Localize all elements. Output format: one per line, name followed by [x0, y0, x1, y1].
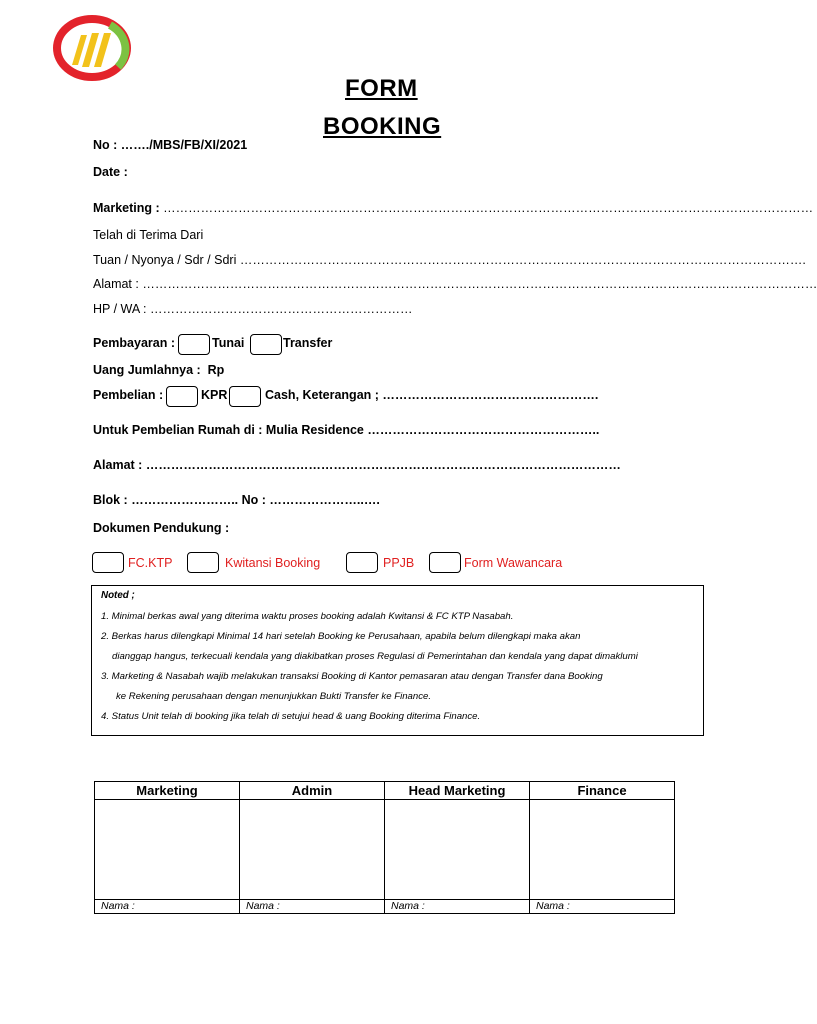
- payment-label: Pembayaran :: [93, 336, 175, 350]
- company-logo: [52, 15, 132, 81]
- sig-space-finance[interactable]: [530, 800, 675, 900]
- doc-ktp-checkbox[interactable]: [92, 552, 124, 573]
- sig-header-finance: Finance: [530, 782, 675, 800]
- sig-header-marketing: Marketing: [95, 782, 240, 800]
- doc-ppjb-label: PPJB: [383, 556, 415, 570]
- note-line-1: 1. Minimal berkas awal yang diterima waktu proses booking adalah Kwitansi & FC KTP Nasabah.: [101, 611, 514, 622]
- purchase-kpr-checkbox[interactable]: [166, 386, 198, 407]
- doc-kwitansi-checkbox[interactable]: [187, 552, 219, 573]
- phone-label: HP / WA :: [93, 302, 147, 316]
- sig-name-finance: Nama :: [530, 900, 675, 914]
- block-field: Blok : …………………….. No : …………………..….: [93, 493, 380, 507]
- sig-name-marketing: Nama :: [95, 900, 240, 914]
- payment-transfer-label: Transfer: [283, 336, 333, 350]
- sig-space-admin[interactable]: [240, 800, 385, 900]
- address2-dots: ……………………………………………………………………………………………………: [145, 458, 621, 472]
- received-from-label: Telah di Terima Dari: [93, 228, 204, 242]
- doc-kwitansi-label: Kwitansi Booking: [225, 556, 321, 570]
- purchase-cash-checkbox[interactable]: [229, 386, 261, 407]
- marketing-field: [93, 201, 814, 215]
- sig-name-admin: Nama :: [240, 900, 385, 914]
- note-line-2: 2. Berkas harus dilengkapi Minimal 14 hari setelah Booking ke Perusahaan, apabila belum dilengkapi maka akan: [101, 631, 581, 642]
- sig-space-marketing[interactable]: [95, 800, 240, 900]
- payment-tunai-label: Tunai: [212, 336, 245, 350]
- form-title-line2: BOOKING: [323, 113, 442, 140]
- purchase-cash-field: [265, 388, 598, 402]
- payment-tunai-checkbox[interactable]: [178, 334, 210, 355]
- customer-name-dots: ……………………………………………………………………………………………………………………….: [239, 253, 806, 267]
- marketing-dots: …………………………………………………………………………………………………………………………………………: [163, 201, 814, 215]
- purchase-dots: …………………………………………….: [382, 388, 599, 402]
- purchase-kpr-label: KPR: [201, 388, 228, 402]
- house-label: Untuk Pembelian Rumah di : Mulia Residence: [93, 423, 364, 437]
- sig-space-head-marketing[interactable]: [385, 800, 530, 900]
- signature-table: [94, 781, 675, 914]
- address2-label: Alamat :: [93, 458, 143, 472]
- note-line-5: ke Rekening perusahaan dengan menunjukkan Bukti Transfer ke Finance.: [116, 691, 432, 702]
- doc-wawancara-checkbox[interactable]: [429, 552, 461, 573]
- address-dots: ………………………………………………………………………………………………………………………………………………: [142, 277, 817, 291]
- amount-label: Uang Jumlahnya :: [93, 363, 201, 377]
- address2-field: [93, 458, 621, 472]
- sig-header-head-marketing: Head Marketing: [385, 782, 530, 800]
- form-number: No : ……./MBS/FB/XI/2021: [93, 138, 248, 152]
- house-field: [93, 423, 599, 437]
- address-field: [93, 277, 817, 291]
- phone-field: [93, 302, 412, 316]
- sig-name-head-marketing: Nama :: [385, 900, 530, 914]
- address-label: Alamat :: [93, 277, 139, 291]
- note-line-3: dianggap hangus, terkecuali kendala yang diakibatkan proses Regulasi di Pemerintahan dan kendala yang dapat dimaklumi: [112, 651, 638, 662]
- note-line-6: 4. Status Unit telah di booking jika telah di setujui head & uang Booking diterima Finance.: [101, 711, 481, 722]
- purchase-label: Pembelian :: [93, 388, 164, 402]
- customer-name-field: [93, 253, 806, 267]
- form-title-line1: FORM: [345, 75, 418, 102]
- amount-field: [93, 363, 224, 377]
- note-line-4: 3. Marketing & Nasabah wajib melakukan transaksi Booking di Kantor pemasaran atau dengan Transfer dana Booking: [101, 671, 603, 682]
- notes-box: [91, 585, 704, 736]
- date-label: Date :: [93, 165, 128, 179]
- purchase-cash-label: Cash, Keterangan ;: [265, 388, 379, 402]
- notes-heading: Noted ;: [101, 590, 135, 601]
- phone-dots: ………………………………………………………: [149, 302, 413, 316]
- doc-wawancara-label: Form Wawancara: [464, 556, 563, 570]
- marketing-label: Marketing :: [93, 201, 160, 215]
- amount-currency: Rp: [207, 363, 225, 377]
- documents-label: Dokumen Pendukung :: [93, 521, 230, 535]
- doc-ktp-label: FC.KTP: [128, 556, 173, 570]
- doc-ppjb-checkbox[interactable]: [346, 552, 378, 573]
- customer-name-label: Tuan / Nyonya / Sdr / Sdri: [93, 253, 237, 267]
- sig-header-admin: Admin: [240, 782, 385, 800]
- house-dots: ………………………………………………..: [367, 423, 600, 437]
- payment-transfer-checkbox[interactable]: [250, 334, 282, 355]
